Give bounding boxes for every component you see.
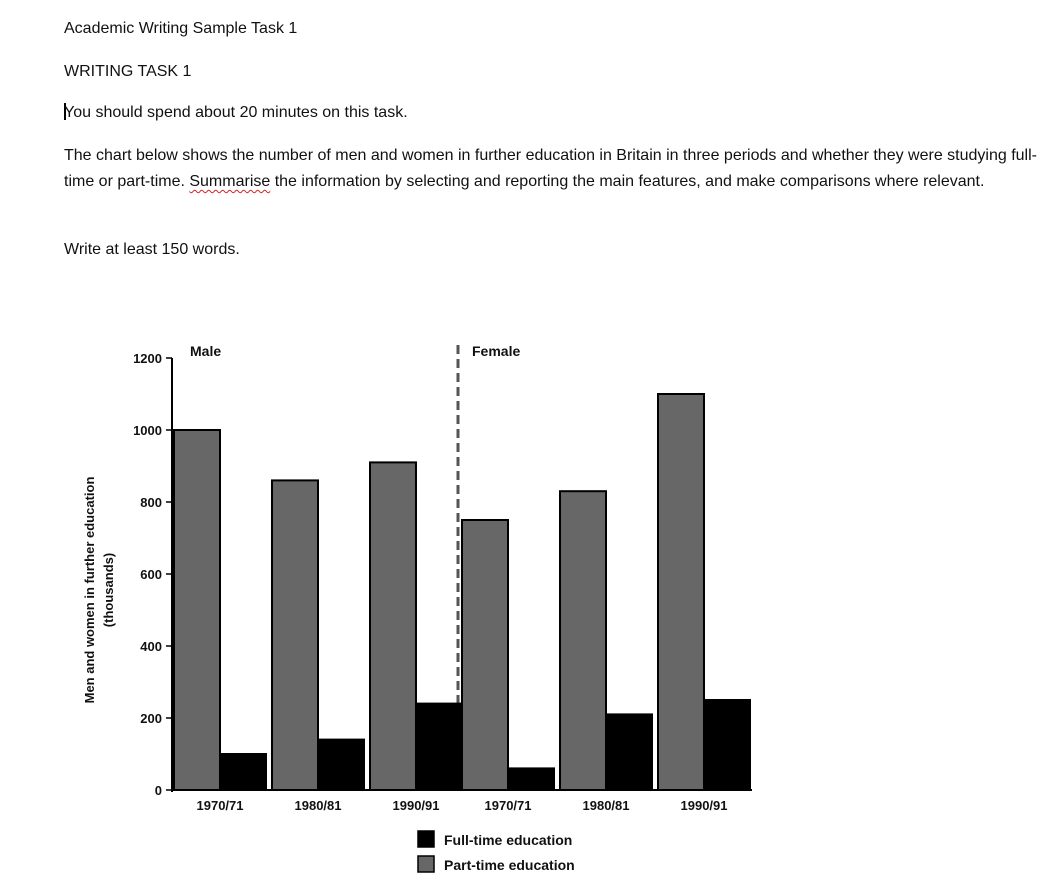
- y-tick-label: 400: [140, 639, 162, 654]
- x-tick-label: 1970/71: [196, 798, 244, 813]
- time-instruction-paragraph: [64, 100, 408, 126]
- legend-swatch: [418, 831, 434, 847]
- x-tick-label: 1970/71: [484, 798, 532, 813]
- panel-label-male: Male: [190, 343, 222, 359]
- y-tick-label: 1000: [133, 423, 162, 438]
- full-time-bar-female-1970-71: [508, 768, 554, 790]
- instruction-text-end: the information by selecting and reporting the main features, and make comparisons where relevant.: [270, 173, 985, 190]
- document-title: Academic Writing Sample Task 1: [64, 20, 298, 37]
- word-requirement: Write at least 150 words.: [64, 241, 240, 258]
- bar-chart: [0, 320, 1060, 895]
- legend-swatch: [418, 856, 434, 872]
- task-heading: WRITING TASK 1: [64, 63, 192, 80]
- full-time-bar-male-1980-81: [318, 740, 364, 790]
- y-tick-label: 200: [140, 711, 162, 726]
- y-tick-label: 0: [154, 783, 162, 798]
- part-time-bar-female-1990-91: [658, 394, 704, 790]
- x-tick-label: 1980/81: [582, 798, 630, 813]
- y-tick-label: 600: [140, 567, 162, 582]
- y-axis-title: Men and women in further education: [82, 476, 97, 704]
- part-time-bar-male-1990-91: [370, 462, 416, 790]
- full-time-bar-male-1990-91: [416, 704, 462, 790]
- legend-label: Full-time education: [444, 832, 573, 848]
- part-time-bar-female-1980-81: [560, 491, 606, 790]
- y-axis-unit: (thousands): [101, 552, 116, 628]
- panel-label-female: Female: [472, 343, 521, 359]
- instruction-text-start: The chart below shows the number of men and women in further education in Britain in three periods and whether they were studying full-time or part-time.: [64, 147, 1037, 190]
- x-tick-label: 1980/81: [294, 798, 342, 813]
- spellcheck-flagged-word[interactable]: Summarise: [189, 173, 271, 190]
- y-tick-label: 1200: [133, 351, 162, 366]
- legend-label: Part-time education: [444, 857, 575, 873]
- y-tick-label: 800: [140, 495, 162, 510]
- full-time-bar-female-1990-91: [704, 700, 750, 790]
- part-time-bar-male-1970-71: [174, 430, 220, 790]
- full-time-bar-male-1970-71: [220, 754, 266, 790]
- task-instruction: [64, 143, 1044, 195]
- part-time-bar-male-1980-81: [272, 480, 318, 790]
- time-instruction: You should spend about 20 minutes on this task.: [64, 104, 408, 121]
- x-tick-label: 1990/91: [392, 798, 440, 813]
- x-tick-label: 1990/91: [680, 798, 728, 813]
- part-time-bar-female-1970-71: [462, 520, 508, 790]
- full-time-bar-female-1980-81: [606, 714, 652, 790]
